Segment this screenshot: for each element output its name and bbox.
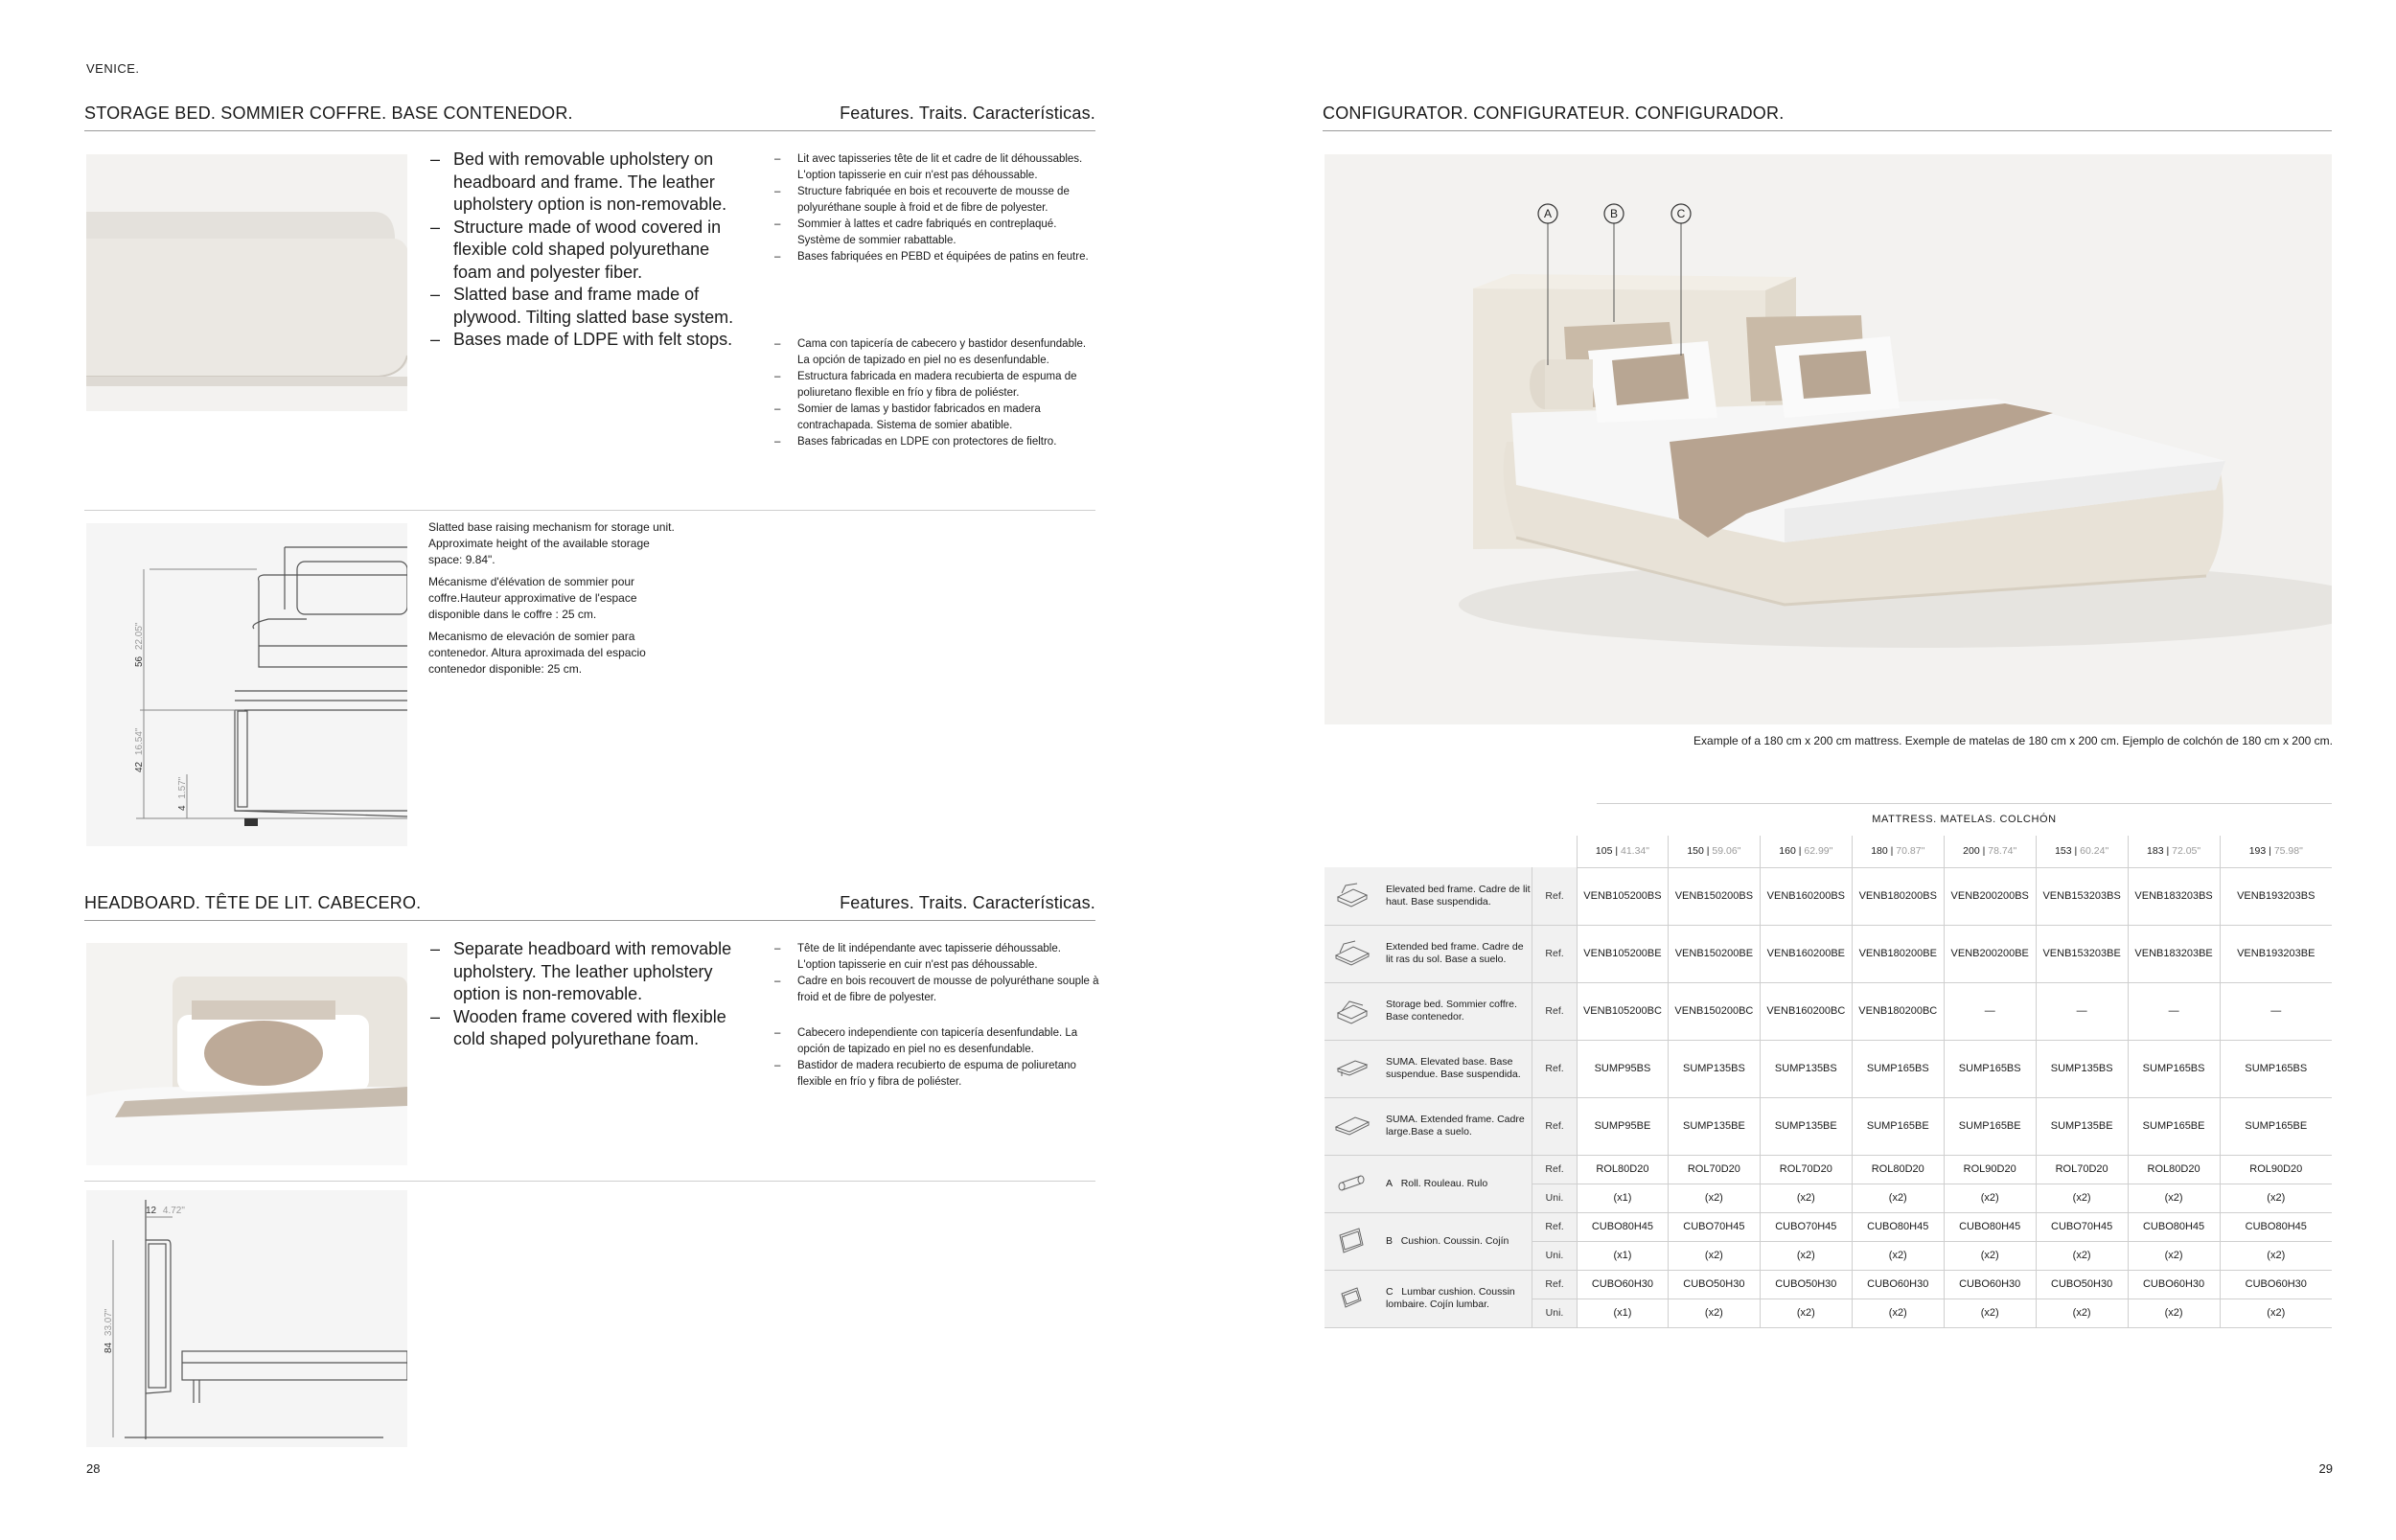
storage-features-fr [774,151,1100,265]
storage-feature-es: – Bases fabricadas en LDPE con protectores de fieltro. [774,434,1100,450]
lumbar-cushion-icon [1325,1270,1378,1327]
table-cell: ROL80D20 [1852,1155,1944,1184]
row-desc: Storage bed. Sommier coffre. Base contenedor. [1378,982,1532,1040]
mechanism-en: Slatted base raising mechanism for storage unit. Approximate height of the available storage space: 9.84". [428,520,675,566]
table-cell: (x2) [2036,1299,2128,1327]
unit-label: Uni. [1532,1241,1578,1270]
svg-text:12 4.72" [146,1206,185,1216]
headboard-feature-fr: – Cadre en bois recouvert de mousse de polyuréthane souple à froid et de fibre de polyester. [774,974,1100,1006]
table-cell: (x1) [1577,1299,1668,1327]
table-cell: (x1) [1577,1241,1668,1270]
headboard-feature-fr: – Tête de lit indépendante avec tapisserie déhoussable. L'option tapisserie en cuir n'est pas déhoussable. [774,941,1100,974]
storage-section-title: STORAGE BED. SOMMIER COFFRE. BASE CONTENEDOR. [84,103,573,123]
table-cell: CUBO60H30 [1577,1270,1668,1299]
table-cell: ROL80D20 [2128,1155,2220,1184]
table-cell: VENB180200BC [1852,982,1944,1040]
storage-dim-56: 56 [134,655,145,667]
size-160: 160 | 62.99" [1760,836,1852,867]
right-page-number: 29 [2318,1461,2333,1476]
headboard-section-title: HEADBOARD. TÊTE DE LIT. CABECERO. [84,893,422,912]
headboard-dim-12-inch: 4.72" [162,1206,185,1216]
table-cell: SUMP165BE [1944,1097,2036,1155]
table-cell: — [2036,982,2128,1040]
storage-feature-fr: – Sommier à lattes et cadre fabriqués en contreplaqué. Système de sommier rabattable. [774,217,1100,249]
table-cell: (x2) [1760,1299,1852,1327]
table-cell: SUMP95BS [1577,1040,1668,1097]
row-desc: Elevated bed frame. Cadre de lit haut. Base suspendida. [1378,867,1532,925]
table-cell: (x2) [2128,1241,2220,1270]
table-cell: — [1944,982,2036,1040]
storage-bed-photo [86,154,407,411]
table-row [1325,925,2332,982]
table-row [1325,1040,2332,1097]
table-cell: VENB193203BE [2220,925,2332,982]
storage-dim-4: 4 [177,805,188,811]
ref-label: Ref. [1532,982,1578,1040]
suma-elevated-base-icon [1325,1040,1378,1097]
ref-label: Ref. [1532,1155,1578,1184]
table-cell: CUBO70H45 [1668,1212,1760,1241]
headboard-dim-84-inch: 33.07" [104,1308,114,1337]
table-cell: VENB180200BS [1852,867,1944,925]
ref-label: Ref. [1532,925,1578,982]
table-cell: (x2) [1668,1299,1760,1327]
table-cell: VENB200200BS [1944,867,2036,925]
table-cell: SUMP135BS [2036,1040,2128,1097]
marker-a: A [1543,207,1553,220]
table-cell: ROL90D20 [2220,1155,2332,1184]
table-cell: SUMP165BS [2220,1040,2332,1097]
table-cell: VENB153203BS [2036,867,2128,925]
storage-features-en [430,149,747,352]
storage-mechanism-text [428,519,682,683]
cushion-icon [1325,1212,1378,1270]
table-cell: — [2128,982,2220,1040]
configurator-bed-photo [1325,154,2332,724]
table-cell: (x1) [1577,1184,1668,1212]
table-cell: SUMP165BE [1852,1097,1944,1155]
table-cell: ROL70D20 [1760,1155,1852,1184]
photo-caption: Example of a 180 cm x 200 cm mattress. Exemple de matelas de 180 cm x 200 cm. Ejemplo de colchón de 180 cm x 200 cm. [1693,734,2333,747]
ref-label: Ref. [1532,1212,1578,1241]
left-page-number: 28 [86,1461,101,1476]
table-cell: CUBO50H30 [2036,1270,2128,1299]
table-row [1325,982,2332,1040]
table-cell: SUMP135BS [1760,1040,1852,1097]
storage-technical-drawing [86,523,407,846]
table-cell: ROL90D20 [1944,1155,2036,1184]
svg-text:56 22.05" [134,622,145,667]
table-cell: CUBO60H30 [2220,1270,2332,1299]
row-desc: C Lumbar cushion. Coussin lombaire. Cojín lumbar. [1378,1270,1532,1327]
table-cell: VENB200200BE [1944,925,2036,982]
table-cell: VENB105200BE [1577,925,1668,982]
size-183: 183 | 72.05" [2128,836,2220,867]
table-cell: (x2) [1944,1241,2036,1270]
row-desc: SUMA. Elevated base. Base suspendue. Base suspendida. [1378,1040,1532,1097]
table-row [1325,1270,2332,1299]
table-cell: VENB183203BS [2128,867,2220,925]
table-cell: CUBO70H45 [2036,1212,2128,1241]
headboard-divider [84,1181,1095,1182]
row-desc: SUMA. Extended frame. Cadre large.Base a suelo. [1378,1097,1532,1155]
storage-feature-en: – Structure made of wood covered in flexible cold shaped polyurethane foam and polyester fiber. [430,217,747,285]
table-cell: VENB150200BS [1668,867,1760,925]
headboard-photo [86,943,407,1165]
svg-text:4 1.57" [177,776,188,811]
mechanism-es: Mecanismo de elevación de somier para contenedor. Altura aproximada del espacio contenedor disponible: 25 cm. [428,630,646,676]
table-cell: (x2) [2220,1184,2332,1212]
table-cell: ROL80D20 [1577,1155,1668,1184]
table-cell: VENB105200BS [1577,867,1668,925]
table-cell: (x2) [1944,1299,2036,1327]
marker-c: C [1676,207,1686,220]
headboard-features-en [430,938,747,1051]
table-cell: (x2) [1760,1184,1852,1212]
brand-name: VENICE. [86,61,140,76]
table-cell: VENB160200BC [1760,982,1852,1040]
size-105: 105 | 41.34" [1577,836,1668,867]
table-cell: CUBO60H30 [2128,1270,2220,1299]
headboard-features-label: Features. Traits. Características. [840,893,1095,912]
row-desc: Extended bed frame. Cadre de lit ras du sol. Base a suelo. [1378,925,1532,982]
table-cell: (x2) [2036,1241,2128,1270]
extended-frame-icon [1325,925,1378,982]
table-cell: (x2) [1668,1241,1760,1270]
table-cell: SUMP95BE [1577,1097,1668,1155]
table-cell: (x2) [2036,1184,2128,1212]
table-cell: (x2) [1852,1241,1944,1270]
headboard-dim-84: 84 [104,1342,114,1353]
table-cell: VENB160200BE [1760,925,1852,982]
size-180: 180 | 70.87" [1852,836,1944,867]
storage-dim-42: 42 [134,761,145,772]
configurator-rule [1323,130,2332,131]
storage-feature-en: – Bases made of LDPE with felt stops. [430,329,747,352]
table-cell: VENB150200BE [1668,925,1760,982]
storage-dim-56-inch: 22.05" [134,622,145,651]
table-cell: (x2) [1852,1299,1944,1327]
storage-feature-es: – Somier de lamas y bastidor fabricados en madera contrachapada. Sistema de somier abatible. [774,402,1100,434]
ref-label: Ref. [1532,1270,1578,1299]
storage-feature-fr: – Bases fabriquées en PEBD et équipées de patins en feutre. [774,249,1100,265]
table-cell: SUMP165BS [1944,1040,2036,1097]
headboard-feature-es: – Bastidor de madera recubierto de espuma de poliuretano flexible en frío y fibra de poliéster. [774,1058,1100,1091]
headboard-feature-en: – Wooden frame covered with flexible cold shaped polyurethane foam. [430,1006,747,1051]
configurator-title: CONFIGURATOR. CONFIGURATEUR. CONFIGURADOR. [1323,103,1785,123]
row-desc: B Cushion. Coussin. Cojín [1378,1212,1532,1270]
marker-b: B [1609,207,1619,220]
roll-icon [1325,1155,1378,1212]
table-cell: CUBO60H30 [1944,1270,2036,1299]
mattress-header: MATTRESS. MATELAS. COLCHÓN [1872,814,2057,825]
storage-feature-fr: – Lit avec tapisseries tête de lit et cadre de lit déhoussables. L'option tapisserie en cuir n'est pas déhoussable. [774,151,1100,184]
table-cell: (x2) [1668,1184,1760,1212]
table-cell: SUMP165BE [2128,1097,2220,1155]
table-cell: (x2) [2220,1299,2332,1327]
table-cell: VENB150200BC [1668,982,1760,1040]
svg-text:42 16.54" [134,727,145,772]
table-cell: (x2) [1852,1184,1944,1212]
headboard-features-es [774,1025,1100,1091]
headboard-dim-12: 12 [146,1206,157,1216]
table-row [1325,867,2332,925]
table-cell: CUBO80H45 [1852,1212,1944,1241]
table-cell: (x2) [2128,1184,2220,1212]
ref-label: Ref. [1532,1097,1578,1155]
table-cell: VENB193203BS [2220,867,2332,925]
table-cell: SUMP135BS [1668,1040,1760,1097]
size-193: 193 | 75.98" [2220,836,2332,867]
unit-label: Uni. [1532,1184,1578,1212]
size-150: 150 | 59.06" [1668,836,1760,867]
headboard-section-rule [84,920,1095,921]
unit-label: Uni. [1532,1299,1578,1327]
table-cell: (x2) [1760,1241,1852,1270]
table-cell: CUBO80H45 [1577,1212,1668,1241]
headboard-feature-en: – Separate headboard with removable upholstery. The leather upholstery option is non-removable. [430,938,747,1006]
table-cell: SUMP135BE [1668,1097,1760,1155]
table-cell: ROL70D20 [1668,1155,1760,1184]
table-cell: SUMP165BS [1852,1040,1944,1097]
storage-feature-es: – Cama con tapicería de cabecero y bastidor desenfundable. La opción de tapizado en piel no es desenfundable. [774,336,1100,369]
ref-label: Ref. [1532,867,1578,925]
size-200: 200 | 78.74" [1944,836,2036,867]
table-cell: SUMP135BE [2036,1097,2128,1155]
configurator-table [1325,836,2332,1328]
table-cell: — [2220,982,2332,1040]
storage-bed-icon [1325,982,1378,1040]
storage-feature-fr: – Structure fabriquée en bois et recouverte de mousse de polyuréthane souple à froid et de fibre de polyester. [774,184,1100,217]
table-cell: SUMP135BE [1760,1097,1852,1155]
table-row [1325,1097,2332,1155]
storage-section-rule [84,130,1095,131]
table-row [1325,1212,2332,1241]
row-desc: A Roll. Rouleau. Rulo [1378,1155,1532,1212]
table-cell: VENB160200BS [1760,867,1852,925]
table-cell: CUBO70H45 [1760,1212,1852,1241]
table-cell: CUBO60H30 [1852,1270,1944,1299]
ref-label: Ref. [1532,1040,1578,1097]
storage-feature-en: – Bed with removable upholstery on headboard and frame. The leather upholstery option is non-removable. [430,149,747,217]
headboard-technical-drawing [86,1190,407,1447]
table-cell: CUBO50H30 [1668,1270,1760,1299]
table-cell: ROL70D20 [2036,1155,2128,1184]
table-row [1325,1155,2332,1184]
storage-dim-42-inch: 16.54" [134,727,145,756]
headboard-feature-es: – Cabecero independiente con tapicería desenfundable. La opción de tapizado en piel no es desenfundable. [774,1025,1100,1058]
elevated-frame-icon [1325,867,1378,925]
size-153: 153 | 60.24" [2036,836,2128,867]
table-cell: SUMP165BE [2220,1097,2332,1155]
table-cell: CUBO50H30 [1760,1270,1852,1299]
headboard-features-fr [774,941,1100,1006]
table-top-rule [1597,803,2332,804]
storage-feature-es: – Estructura fabricada en madera recubierta de espuma de poliuretano flexible en frío y fibra de poliéster. [774,369,1100,402]
storage-divider [84,510,1095,511]
svg-text:84 33.07" [104,1308,114,1353]
table-cell: CUBO80H45 [2128,1212,2220,1241]
table-cell: CUBO80H45 [1944,1212,2036,1241]
table-cell: VENB153203BE [2036,925,2128,982]
size-header-row [1325,836,2332,867]
storage-features-label: Features. Traits. Características. [840,103,1095,123]
suma-extended-frame-icon [1325,1097,1378,1155]
mechanism-fr: Mécanisme d'élévation de sommier pour coffre.Hauteur approximative de l'espace disponible dans le coffre : 25 cm. [428,575,637,621]
storage-dim-4-inch: 1.57" [177,776,188,799]
table-cell: CUBO80H45 [2220,1212,2332,1241]
table-cell: (x2) [2128,1299,2220,1327]
table-cell: VENB180200BE [1852,925,1944,982]
table-cell: VENB105200BC [1577,982,1668,1040]
storage-feature-en: – Slatted base and frame made of plywood. Tilting slatted base system. [430,284,747,329]
table-cell: (x2) [1944,1184,2036,1212]
storage-features-es [774,336,1100,450]
table-cell: SUMP165BS [2128,1040,2220,1097]
table-cell: VENB183203BE [2128,925,2220,982]
table-cell: (x2) [2220,1241,2332,1270]
